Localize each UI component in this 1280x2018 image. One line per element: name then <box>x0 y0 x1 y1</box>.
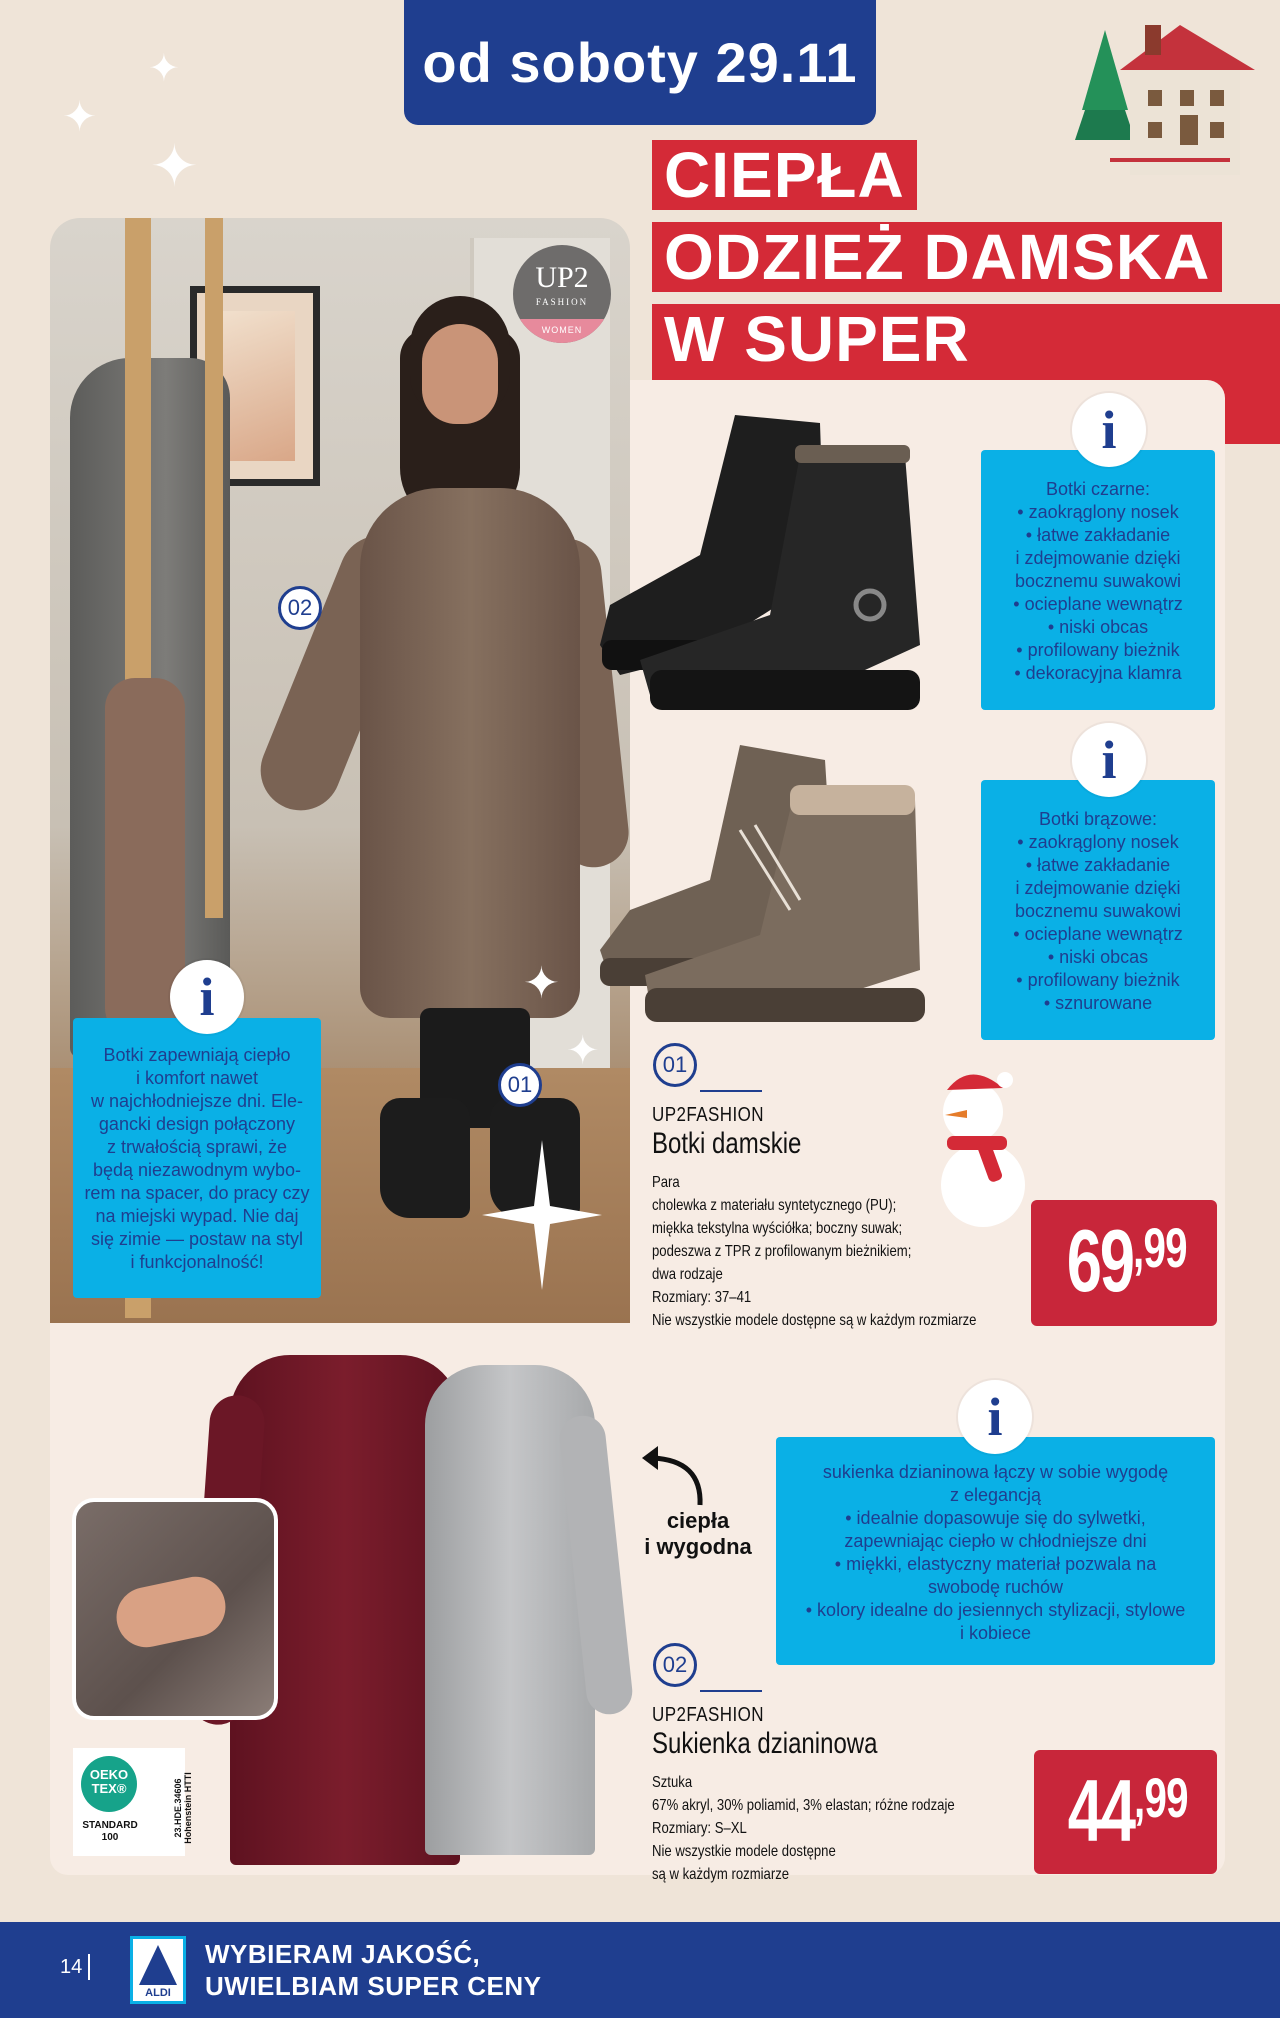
grey-dress-image <box>425 1365 595 1855</box>
headline-line: CIEPŁA <box>652 140 917 210</box>
date-banner: od soboty 29.11 <box>404 0 876 125</box>
footer <box>0 1922 1280 2018</box>
info-box-black-boots: Botki czarne: • zaokrąglony nosek • łatwe zakładanie i zdejmowanie dzięki bocznemu suwakowi • ocieplane wewnątrz • niski obcas • profilowany bieżnik • dekoracyjna klamra <box>981 450 1215 710</box>
info-box-dress: sukienka dzianinowa łączy w sobie wygodę z elegancją • idealnie dopasowuje się do sylwetki, zapewniając ciepło w chłodniejsze dni • miękki, elastyczny materiał pozwala na swobodę ruchów • kolory idealne do jesiennych stylizacji, stylowe i kobiece <box>776 1437 1215 1665</box>
divider <box>700 1090 762 1092</box>
product-desc-line: Nie wszystkie modele dostępne <box>652 1843 836 1860</box>
product-number: 02 <box>653 1643 697 1687</box>
product-desc-line: Para <box>652 1174 680 1191</box>
price-cents: ,99 <box>1134 1766 1188 1829</box>
product-desc-line: dwa rodzaje <box>652 1266 723 1283</box>
fabric-closeup-image <box>72 1498 278 1720</box>
sparkle-icon <box>482 1140 602 1290</box>
product-name: Botki damskie <box>652 1127 802 1160</box>
product-name: Sukienka dzianinowa <box>652 1727 878 1760</box>
black-boots-image <box>590 395 930 725</box>
info-icon[interactable]: i <box>1072 393 1146 467</box>
marker-02: 02 <box>278 586 322 630</box>
brown-boots-image <box>590 730 930 1030</box>
info-box-photo: Botki zapewniają ciepło i komfort nawet w najchłodniejsze dni. Ele- gancki design połączony z trwałością sprawi, że będą niezawodnym wybo- rem na spacer, do pracy czy na miejski wypad. Nie daj się zimie — postaw na styl i funkcjonalność! <box>73 1018 321 1298</box>
product-desc-line: 67% akryl, 30% poliamid, 3% elastan; różne rodzaje <box>652 1797 955 1814</box>
info-icon[interactable]: i <box>1072 723 1146 797</box>
oeko-tex-logo: OEKO TEX® <box>81 1756 137 1812</box>
product-desc-line: Sztuka <box>652 1774 693 1791</box>
info-box-brown-boots: Botki brązowe: • zaokrąglony nosek • łatwe zakładanie i zdejmowanie dzięki bocznemu suwakowi • ocieplane wewnątrz • niski obcas • profilowany bieżnik • sznurowane <box>981 780 1215 1040</box>
info-icon[interactable]: i <box>170 960 244 1034</box>
snowman-icon <box>925 1050 1035 1230</box>
headline-line: W SUPER <box>652 304 1280 444</box>
price-tag-dress <box>1034 1750 1217 1874</box>
info-icon[interactable]: i <box>958 1380 1032 1454</box>
product-desc-line: miękka tekstylna wyściółka; boczny suwak; <box>652 1220 903 1237</box>
callout-label: ciepła i wygodna <box>644 1508 752 1559</box>
product-desc-line: Rozmiary: 37–41 <box>652 1289 752 1306</box>
aldi-logo[interactable]: ALDI <box>130 1936 186 2004</box>
price-tag-boots <box>1031 1200 1217 1326</box>
product-desc-line: są w każdym rozmiarze <box>652 1866 790 1883</box>
product-desc-line: Rozmiary: S–XL <box>652 1820 747 1837</box>
curved-arrow-icon <box>640 1440 720 1510</box>
product-desc-line: Nie wszystkie modele dostępne są w każdym rozmiarze <box>652 1312 977 1329</box>
star-icon: ✦ <box>62 93 98 140</box>
product-desc-line: podeszwa z TPR z profilowanym bieżnikiem; <box>652 1243 912 1260</box>
price-main: 69 <box>1066 1211 1133 1310</box>
marker-01: 01 <box>498 1063 542 1107</box>
price-main: 44 <box>1067 1761 1135 1860</box>
brand-logo: UP2 FASHION WOMEN <box>513 245 611 343</box>
divider <box>700 1690 762 1692</box>
product-brand: UP2FASHION <box>652 1104 764 1126</box>
oeko-tex-badge: OEKO TEX® STANDARD 100 23.HDE.34606 Hohenstein HTTI <box>73 1748 185 1856</box>
price-cents: ,99 <box>1132 1216 1187 1279</box>
headline-line: ODZIEŻ DAMSKA <box>652 222 1222 292</box>
page-number: 14 <box>60 1956 83 1978</box>
product-desc-line: cholewka z materiału syntetycznego (PU); <box>652 1197 897 1214</box>
star-icon: ✦ <box>150 134 199 199</box>
product-number: 01 <box>653 1043 697 1087</box>
star-icon: ✦ <box>566 1029 600 1073</box>
star-icon: ✦ <box>523 959 560 1008</box>
product-brand: UP2FASHION <box>652 1704 764 1726</box>
product-dress-info <box>652 1704 992 1886</box>
star-icon: ✦ <box>148 48 180 90</box>
footer-slogan: WYBIERAM JAKOŚĆ, UWIELBIAM SUPER CENY <box>205 1939 542 2001</box>
